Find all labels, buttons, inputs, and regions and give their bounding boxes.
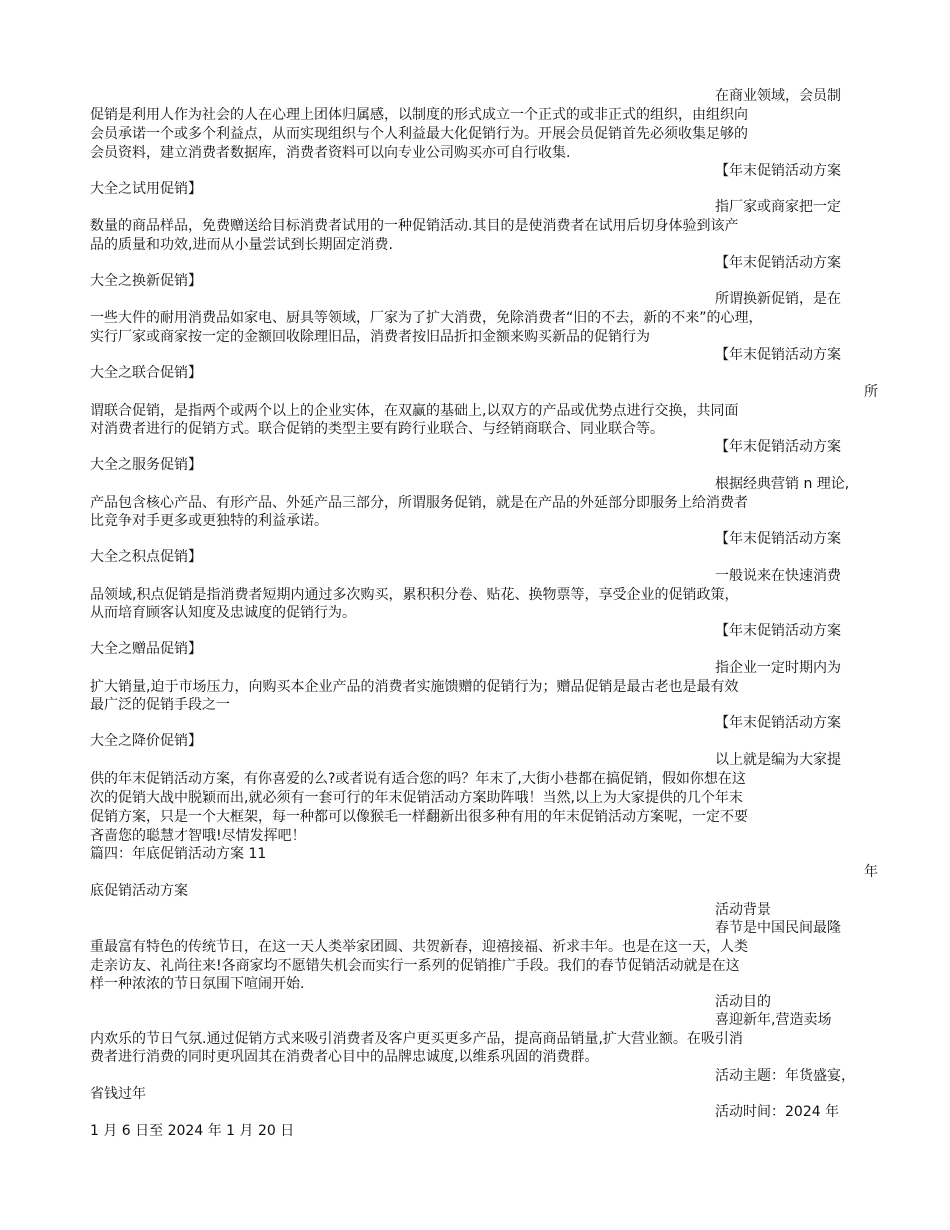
text-line: 最广泛的促销手段之一 [90,697,230,713]
text-line: 样一种浓浓的节日氛围下喧闹开始. [90,976,305,992]
text-line: 内欢乐的节日气氛.通过促销方式来吸引消费者及客户更买更多产品，提高商品销量,扩大营业额。在吸引消 [90,1031,743,1047]
text-line: 一般说来在快速消费 [715,568,841,584]
text-line: 次的促销大战中脱颖而出,就必须有一套可行的年末促销活动方案助阵哦！当然,以上为大家提供的几个年末 [90,790,743,806]
text-line: 实行厂家或商家按一定的金额回收除理旧品，消费者按旧品折扣金额来购买新品的促销行为 [90,329,650,345]
section-heading: 大全之联合促销】 [90,365,202,381]
text-line: 费者进行消费的同时更巩固其在消费者心目中的品牌忠诚度,以维系巩固的消费群。 [90,1049,599,1065]
text-line: 数量的商品样品，免费赠送给目标消费者试用的一种促销活动.其目的是使消费者在试用后切身体验到该产 [90,218,739,234]
text-line: 会员承诺一个或多个利益点，从而实现组织与个人利益最大化促销行为。开展会员促销首先必须收集足够的 [90,126,748,142]
section-heading: 活动目的 [715,994,771,1010]
text-line: 促销方案，只是一个大框架，每一种都可以像猴毛一样翻新出很多种有用的年末促销活动方案呢，一定不要 [90,809,748,825]
text-line: 喜迎新年,营造卖场 [715,1012,832,1028]
text-line: 1 月 6 日至 2024 年 1 月 20 日 [90,1123,295,1139]
text-line: 比竞争对手更多或更独特的利益承诺。 [90,513,328,529]
section-heading: 活动背景 [715,902,771,918]
text-line: 产品包含核心产品、有形产品、外延产品三部分，所谓服务促销，就是在产品的外延部分即服务上给消费者 [90,495,748,511]
text-line: 在商业领域，会员制 [715,88,841,104]
section-heading: 大全之赠品促销】 [90,641,202,657]
text-line: 品领域,积点促销是指消费者短期内通过多次购买，累积积分卷、贴花、换物票等，享受企业的促销政策， [90,587,739,603]
text-line: 扩大销量,迫于市场压力，向购买本企业产品的消费者实施馈赠的促销行为；赠品促销是最古老也是最有效 [90,679,739,695]
section-heading: 大全之试用促销】 [90,181,202,197]
text-line: 走亲访友、礼尚往来!各商家均不愿错失机会而实行一系列的促销推广手段。我们的春节促销活动就是在这 [90,958,740,974]
text-line: 以上就是编为大家提 [715,752,841,768]
chapter-heading: 年 [864,864,878,880]
text-line: 所谓换新促销，是在 [715,291,841,307]
text-line: 从而培育顾客认知度及忠诚度的促销行为。 [90,605,356,621]
chapter-heading: 底促销活动方案 [90,883,188,899]
text-line: 指企业一定时期内为 [715,660,841,676]
text-line: 根据经典营销 n 理论, [715,476,850,492]
text-line: 对消费者进行的促销方式。联合促销的类型主要有跨行业联合、与经销商联合、同业联合等。 [90,421,664,437]
section-heading: 【年末促销活动方案 [715,715,841,731]
text-line: 活动时间：2024 年 [715,1104,840,1120]
text-line: 所 [864,384,878,400]
section-heading: 【年末促销活动方案 [715,439,841,455]
text-line: 春节是中国民间最隆 [715,920,841,936]
text-line: 省钱过年 [90,1086,146,1102]
section-heading: 大全之换新促销】 [90,273,202,289]
text-line: 促销是利用人作为社会的人在心理上团体归属感，以制度的形式成立一个正式的或非正式的组织，由组织向 [90,107,748,123]
text-line: 品的质量和功效,进而从小量尝试到长期固定消费. [90,237,393,253]
text-line: 吝啬您的聪慧才智哦!尽情发挥吧！ [90,828,306,844]
text-line: 指厂家或商家把一定 [715,199,841,215]
text-line: 供的年末促销活动方案，有你喜爱的么?或者说有适合您的吗？年末了,大街小巷都在搞促销，假如你想在这 [90,771,746,787]
section-heading: 【年末促销活动方案 [715,531,841,547]
section-heading: 大全之积点促销】 [90,549,202,565]
section-heading: 【年末促销活动方案 [715,255,841,271]
text-line: 会员资料，建立消费者数据库，消费者资料可以向专业公司购买亦可自行收集. [90,145,571,161]
text-line: 活动主题：年货盛宴， [715,1068,855,1084]
section-heading: 大全之服务促销】 [90,457,202,473]
text-line: 一些大件的耐用消费品如家电、厨具等领域，厂家为了扩大消费，免除消费者“旧的不去，新的不来”的心理， [90,310,763,326]
text-line: 重最富有特色的传统节日，在这一天人类举家团圆、共贺新春，迎禧接福、祈求丰年。也是在这一天，人类 [90,939,748,955]
section-heading: 【年末促销活动方案 [715,623,841,639]
section-heading: 【年末促销活动方案 [715,163,841,179]
section-heading: 【年末促销活动方案 [715,347,841,363]
text-line: 谓联合促销，是指两个或两个以上的企业实体，在双赢的基础上,以双方的产品或优势点进行交换，共同面 [90,403,739,419]
section-heading: 大全之降价促销】 [90,733,202,749]
chapter-heading: 篇四：年底促销活动方案 11 [90,846,267,862]
